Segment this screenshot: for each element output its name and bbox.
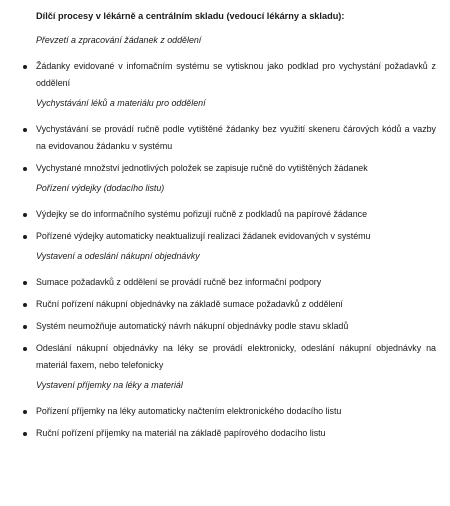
section-vydejky [36, 182, 438, 245]
list-item-text: Vychystané množství jednotlivých položek se zapisuje ručně do vytištěných žádanek [36, 163, 368, 173]
section-title: Převzetí a zpracování žádanek z oddělení [36, 35, 202, 45]
section-prijemka [36, 379, 438, 442]
list-item-text: Sumace požadavků z oddělení se provádí ručně bez informační podpory [36, 277, 322, 287]
list-item [36, 318, 438, 335]
list-item [36, 296, 438, 313]
list-item-text: Výdejky se do informačního systému pořizují ručně z podkladů na papírové žádance [36, 209, 368, 219]
list-item [36, 121, 438, 155]
bullet-icon [23, 347, 27, 351]
bullet-icon [23, 213, 27, 217]
list-item-text: Pořízené výdejky automaticky neaktualizují realizaci žádanek evidovaných v systému [36, 231, 371, 241]
list-item-text: Pořízení příjemky na léky automaticky načtením elektronického dodacího listu [36, 406, 342, 416]
list-item [36, 160, 438, 177]
bullet-list [36, 403, 438, 442]
bullet-icon [23, 281, 27, 285]
list-item-text: Vychystávání se provádí ručně podle vytištěné žádanky bez využití skeneru čárových kódů a vazby na evidovanou žádanku v systému [36, 124, 436, 151]
list-item-text: Žádanky evidované v infomačním systému se vytisknou jako podklad pro vychystání požadavků z oddělení [36, 61, 436, 88]
list-item [36, 228, 438, 245]
bullet-icon [23, 303, 27, 307]
document-heading: Dílčí procesy v lékárně a centrálním skladu (vedoucí lékárny a skladu): [36, 11, 345, 21]
list-item [36, 206, 438, 223]
list-item [36, 403, 438, 420]
list-item-text: Odeslání nákupní objednávky na léky se provádí elektronicky, odeslání nákupní objednávky na materiál faxem, nebo telefonicky [36, 343, 436, 370]
list-item [36, 340, 438, 374]
section-title: Vystavení a odeslání nákupní objednávky [36, 251, 200, 261]
section-title: Vystavení příjemky na léky a materiál [36, 380, 183, 390]
bullet-icon [23, 128, 27, 132]
bullet-list [36, 274, 438, 374]
section-title: Pořízení výdejky (dodacího listu) [36, 183, 165, 193]
list-item [36, 274, 438, 291]
section-vychystavani [36, 97, 438, 177]
bullet-icon [23, 167, 27, 171]
bullet-icon [23, 432, 27, 436]
bullet-icon [23, 325, 27, 329]
section-prevzeti [36, 34, 438, 92]
list-item [36, 425, 438, 442]
bullet-icon [23, 65, 27, 69]
list-item-text: Ruční pořízení nákupní objednávky na základě sumace požadavků z oddělení [36, 299, 343, 309]
section-objednavka [36, 250, 438, 374]
list-item [36, 58, 438, 92]
section-title: Vychystávání léků a materiálu pro oddělení [36, 98, 206, 108]
bullet-icon [23, 410, 27, 414]
list-item-text: Systém neumožňuje automatický návrh nákupní objednávky podle stavu skladů [36, 321, 349, 331]
bullet-list [36, 58, 438, 92]
bullet-list [36, 206, 438, 245]
bullet-list [36, 121, 438, 177]
bullet-icon [23, 235, 27, 239]
list-item-text: Ruční pořízení příjemky na materiál na základě papírového dodacího listu [36, 428, 326, 438]
